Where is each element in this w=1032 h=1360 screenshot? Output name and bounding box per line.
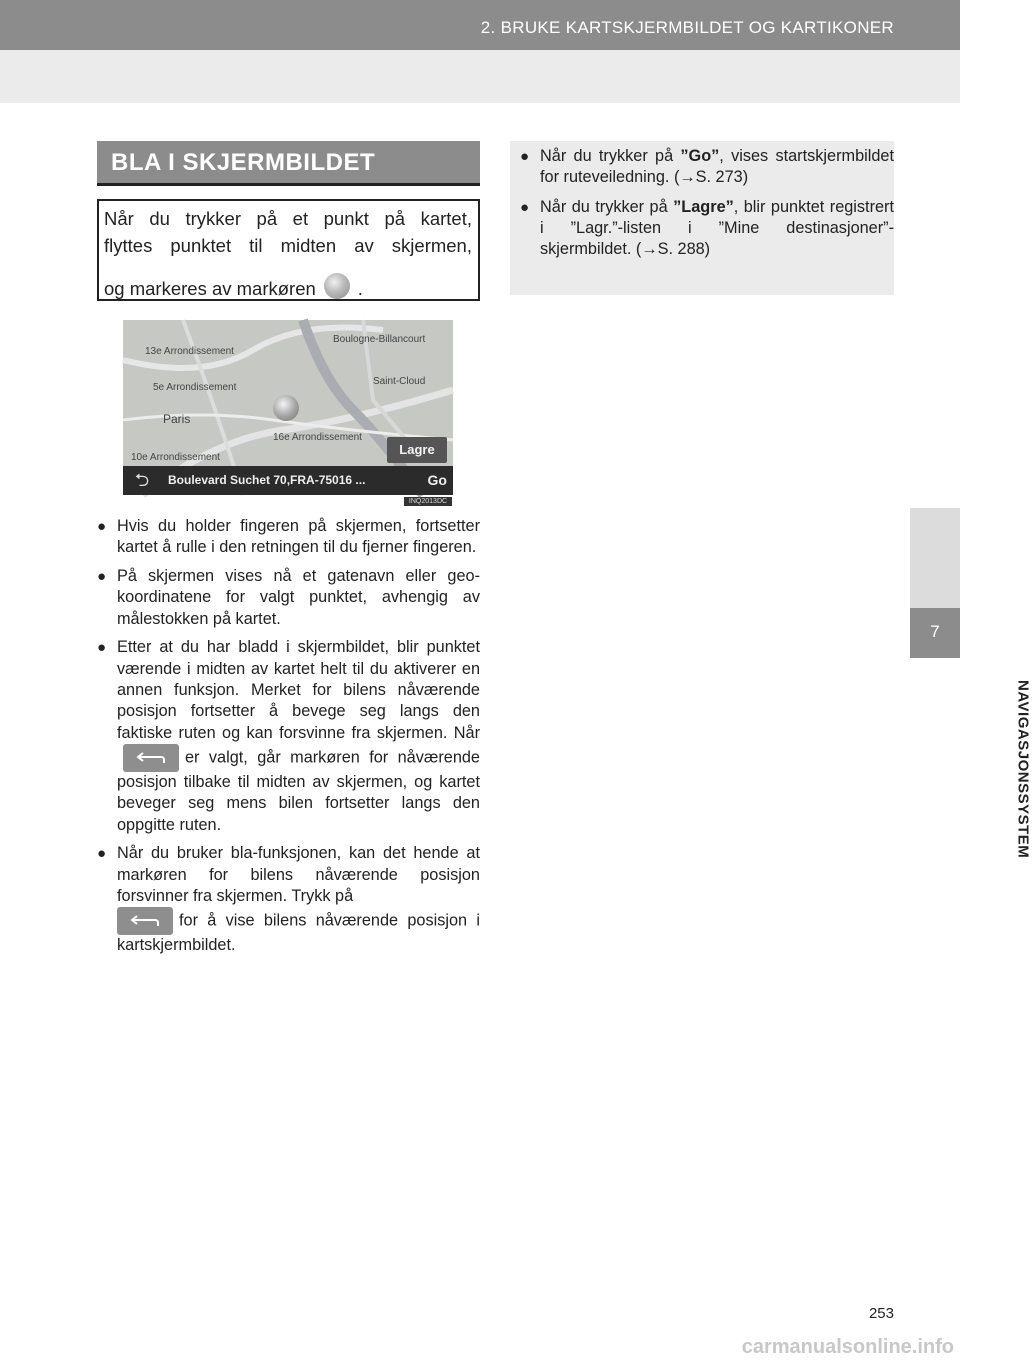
tip-lagre-key: ”Lagre” [673, 197, 734, 216]
back-button-icon-2 [117, 907, 173, 935]
map-label-6: 16e Arrondissement [273, 432, 362, 443]
info-line-3-end: . [357, 277, 363, 299]
watermark: carmanualsonline.info [741, 1336, 954, 1358]
tip-lagre-pre: Når du trykker på [540, 197, 668, 216]
info-box [97, 199, 480, 301]
side-tab-number [910, 608, 960, 658]
tip-go-post: , vises startskjermbildet for ruteveiledning. (→S. 273) [540, 147, 894, 187]
header-bar [0, 0, 960, 50]
tips-box [510, 141, 894, 295]
map-label-3: Paris [163, 412, 191, 426]
tip-go-key: ”Go” [680, 147, 720, 165]
map-label-2: 5e Arrondissement [153, 382, 237, 393]
chapter-number: 7 [930, 622, 940, 641]
bullet-scroll-function-text-1: Når du bruker bla-funksjonen, kan det hende at markøren for bilens nåværende posisjon forsvinner fra skjermen. Trykk på [117, 844, 480, 905]
info-line-2: flyttes punktet til midten av skjermen, [104, 235, 472, 256]
map-label-5: Boulogne-Billancourt [333, 334, 426, 345]
bullet-street-name: ● På skjermen vises nå et gatenavn eller geo-koordinatene for valgt punktet, avhengig av målestokken på kartet. [97, 566, 480, 630]
tip-go [520, 146, 894, 189]
side-tab-spacer [910, 508, 960, 608]
cursor-marker-icon [324, 273, 350, 299]
map-label-7: 10e Arrondissement [131, 452, 220, 463]
bullet-after-scroll [97, 637, 480, 835]
map-back-arrow-icon: ⮌ [134, 470, 150, 490]
side-tab-label [914, 680, 1032, 900]
info-line-3-text: og markeres av markøren [104, 277, 316, 299]
image-code: INQ2013DC [404, 497, 452, 506]
info-line-3 [104, 277, 472, 303]
chapter-title: 2. BRUKE KARTSKJERMBILDET OG KARTIKONER [480, 18, 894, 37]
tip-go-pre: Når du trykker på [540, 147, 674, 165]
map-cursor-icon [273, 395, 299, 421]
side-tab-text: NAVIGASJONSSYSTEM [1014, 680, 1032, 859]
tip-lagre-post: , blir punktet registrert i ”Lagr.”-listen i ”Mine destinasjoner”-skjermbildet. (→S. 288) [540, 197, 895, 259]
map-address: Boulevard Suchet 70,FRA-75016 ... [168, 473, 366, 487]
map-address-bar [123, 466, 453, 495]
bullet-scroll: ● Hvis du holder fingeren på skjermen, fortsetter kartet å rulle i den retningen til du fjerner fingeren. [97, 516, 480, 559]
bullet-after-scroll-text-1: Etter at du har bladd i skjermbildet, blir punktet værende i midten av kartet helt til du aktiverer en annen funksjon. Merket for bilens nåværende posisjon fortsetter å bevege seg langs den faktiske ruten og kan forsvinne fra skjermen. Når [117, 638, 480, 742]
section-heading-text: BLA I SKJERMBILDET [111, 149, 376, 176]
map-label-4: Saint-Cloud [373, 376, 426, 387]
map-label-1: 13e Arrondissement [145, 346, 234, 357]
bullet-scroll-function [97, 843, 480, 956]
info-line-1: Når du trykker på et punkt på kartet, [104, 208, 472, 229]
section-heading [97, 141, 480, 186]
bullet-after-scroll-text-2: er valgt, går markøren for nåværende posisjon tilbake til midten av skjermen, og kartet beveger seg mens bilen fortsetter langs den oppgitte ruten. [117, 748, 480, 834]
header-band [0, 50, 960, 103]
back-button-icon [123, 744, 179, 772]
map-go-button: Go [427, 472, 447, 488]
page-number: 253 [868, 1305, 894, 1322]
tip-lagre [520, 197, 894, 261]
left-bullet-list [97, 516, 480, 964]
map-lagre-button: Lagre [387, 437, 447, 463]
map-screenshot [123, 320, 453, 495]
bullet-scroll-function-text-2: for å vise bilens nåværende posisjon i kartskjermbildet. [117, 911, 480, 955]
